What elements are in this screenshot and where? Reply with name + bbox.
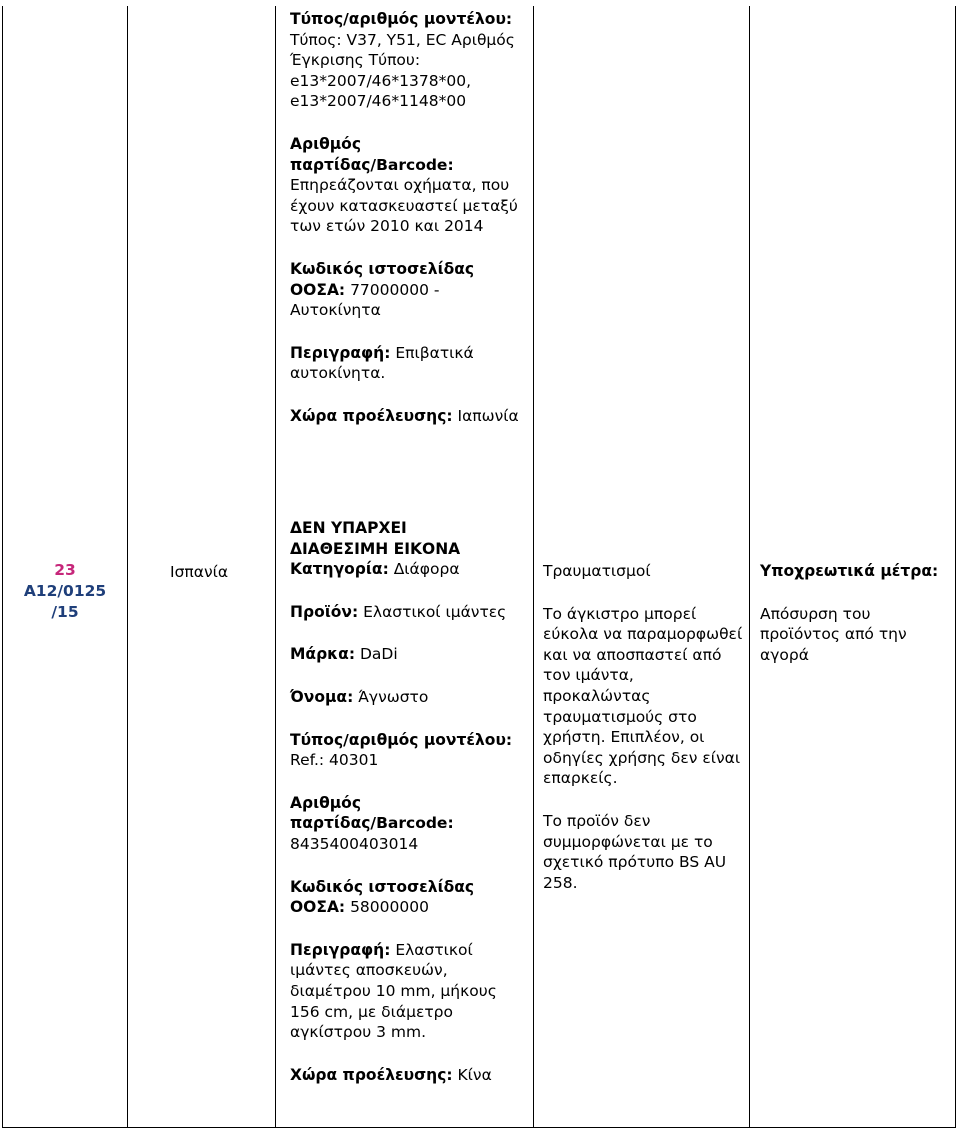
brand: Μάρκα: DaDi — [290, 645, 398, 664]
name: Όνομα: Άγνωστο — [290, 687, 429, 706]
col-border-4 — [749, 6, 750, 1128]
col-border-3 — [533, 6, 534, 1128]
risk-text-2: Το προϊόν δεν συμμορφώνεται με το σχετικό πρότυπο BS AU 258. — [543, 811, 727, 892]
origin: Χώρα προέλευσης: Κίνα — [290, 1065, 492, 1084]
measures-cell — [760, 561, 952, 665]
row-number: 23 — [54, 561, 76, 579]
top-description: Περιγραφή: Επιβατικά αυτοκίνητα. — [290, 343, 474, 383]
country-text: Ισπανία — [170, 563, 229, 581]
row-code-line-2: /15 — [51, 603, 79, 621]
col-border-1 — [127, 6, 128, 1128]
top-product-cell — [290, 9, 530, 449]
no-image-line-2: ΔΙΑΘΕΣΙΜΗ ΕΙΚΟΝΑ — [290, 539, 461, 558]
top-origin: Χώρα προέλευσης: Ιαπωνία — [290, 406, 519, 425]
country-cell — [170, 562, 270, 583]
row-code-line-1: A12/0125 — [23, 582, 107, 600]
category: Κατηγορία: Διάφορα — [290, 560, 460, 579]
no-image-line-1: ΔΕΝ ΥΠΑΡΧΕΙ — [290, 519, 407, 537]
risk-text-1: Το άγκιστρο μπορεί εύκολα να παραμορφωθεί και να αποσπαστεί από τον ιμάντα, προκαλώντας τραυματισμούς στο χρήστη. Επιπλέον, οι οδηγίες χρήσης δεν είναι επαρκείς. — [543, 604, 743, 788]
col-border-5 — [955, 6, 956, 1128]
col-border-2 — [275, 6, 276, 1128]
measures-text: Απόσυρση του προϊόντος από την αγορά — [760, 604, 907, 664]
oosa-code: Κωδικός ιστοσελίδας ΟΟΣΑ: 58000000 — [290, 877, 475, 917]
risk-cell — [543, 561, 743, 915]
model: Τύπος/αριθμός μοντέλου: Ref.: 40301 — [290, 730, 513, 770]
measures-label: Υποχρεωτικά μέτρα: — [760, 562, 939, 580]
product-cell — [290, 518, 530, 1107]
risk-title: Τραυματισμοί — [543, 562, 651, 580]
description: Περιγραφή: Ελαστικοί ιμάντες αποσκευών, διαμέτρου 10 mm, μήκους 156 cm, με διάμετρο αγκίστρου 3 mm. — [290, 940, 497, 1042]
barcode: Αριθμός παρτίδας/Barcode: 8435400403014 — [290, 793, 454, 853]
row-id-cell — [3, 560, 127, 623]
product: Προϊόν: Ελαστικοί ιμάντες — [290, 602, 507, 621]
top-oosa: Κωδικός ιστοσελίδας ΟΟΣΑ: 77000000 - Αυτοκίνητα — [290, 259, 475, 320]
top-barcode: Αριθμός παρτίδας/Barcode: Επηρεάζονται οχήματα, που έχουν κατασκευαστεί μεταξύ των ετών 2010 και 2014 — [290, 134, 518, 236]
row-border-bottom — [2, 1127, 956, 1128]
top-model: Τύπος/αριθμός μοντέλου: Τύπος: V37, Y51, EC Αριθμός Έγκρισης Τύπου: e13*2007/46*1378*00, e13*2007/46*1148*00 — [290, 10, 515, 111]
